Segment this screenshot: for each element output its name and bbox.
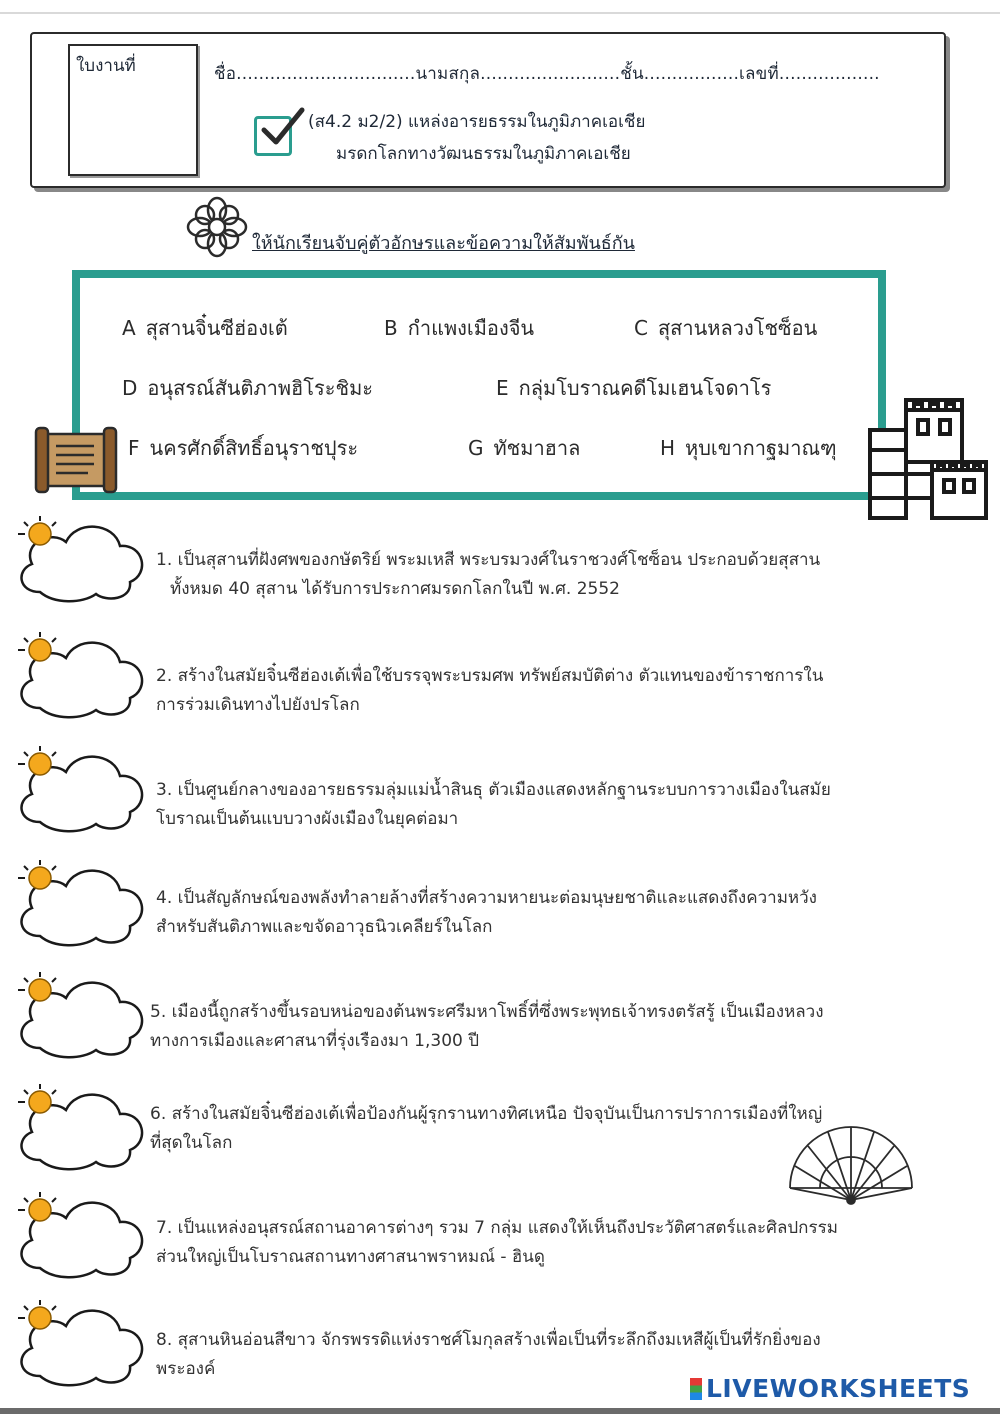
options-box	[72, 270, 886, 500]
answer-cloud-5[interactable]	[10, 968, 150, 1064]
option-text: อนุสรณ์สันติภาพฮิโระชิมะ	[147, 376, 373, 400]
standard-code-line: (ส4.2 ม2/2) แหล่งอารยธรรมในภูมิภาคเอเชีย	[308, 112, 646, 132]
question-row-1	[0, 512, 1000, 622]
option-letter: D	[122, 376, 138, 400]
question-text-3-line1: 3. เป็นศูนย์กลางของอารยธรรมลุ่มแม่น้ำสินธุ ตัวเมืองแสดงหลักฐานระบบการวางเมืองในสมัย	[156, 780, 831, 800]
worksheet-number-box	[68, 44, 198, 176]
question-text-1-line1: 1. เป็นสุสานที่ฝังศพของกษัตริย์ พระมเหสี พระบรมวงศ์ในราชวงศ์โชซ็อน ประกอบด้วยสุสาน	[156, 550, 821, 570]
scroll-icon	[28, 424, 124, 496]
option-text: สุสานจิ๋นซีฮ่องเต้	[145, 316, 288, 340]
bottom-border	[0, 1408, 1000, 1414]
question-text-8-line2: พระองค์	[156, 1359, 216, 1379]
question-text-4-line1: 4. เป็นสัญลักษณ์ของพลังทำลายล้างที่สร้างความหายนะต่อมนุษยชาติและแสดงถึงความหวัง	[156, 888, 817, 908]
option-c	[634, 312, 817, 344]
question-text-3-line2: โบราณเป็นต้นแบบวางผังเมืองในยุคต่อมา	[156, 809, 459, 829]
answer-cloud-1[interactable]	[10, 512, 150, 608]
option-letter: H	[660, 436, 676, 460]
question-text-1-line2: ทั้งหมด 40 สุสาน ได้รับการประกาศมรดกโลกในปี พ.ศ. 2552	[170, 579, 620, 599]
question-text-5-line1: 5. เมืองนี้ถูกสร้างขึ้นรอบหน่อของต้นพระศรีมหาโพธิ์ที่ซึ่งพระพุทธเจ้าทรงตรัสรู้ เป็นเมืองหลวง	[150, 1002, 824, 1022]
answer-cloud-8[interactable]	[10, 1296, 150, 1392]
option-f	[128, 432, 358, 464]
option-text: ทัชมาฮาล	[493, 436, 581, 460]
top-divider	[0, 12, 1000, 14]
option-letter: G	[468, 436, 484, 460]
option-d	[122, 372, 373, 404]
great-wall-icon	[866, 394, 992, 522]
question-text-6-line2: ที่สุดในโลก	[150, 1133, 233, 1153]
option-text: กลุ่มโบราณคดีโมเฮนโจดาโร	[518, 376, 772, 400]
instruction-text: ให้นักเรียนจับคู่ตัวอักษรและข้อความให้สัมพันธ์กัน	[252, 233, 635, 254]
question-row-7	[0, 1188, 1000, 1298]
option-letter: B	[384, 316, 398, 340]
answer-cloud-7[interactable]	[10, 1188, 150, 1284]
option-letter: F	[128, 436, 140, 460]
worksheet-label: ใบงานที่	[76, 56, 136, 76]
option-text: นครศักดิ์สิทธิ์อนุราชปุระ	[149, 436, 359, 460]
question-row-4	[0, 856, 1000, 966]
question-text-7-line2: ส่วนใหญ่เป็นโบราณสถานทางศาสนาพราหมณ์ - ฮินดู	[156, 1247, 545, 1267]
answer-cloud-4[interactable]	[10, 856, 150, 952]
liveworksheets-mark-icon	[690, 1378, 702, 1400]
question-text-7-line1: 7. เป็นแหล่งอนุสรณ์สถานอาคารต่างๆ รวม 7 กลุ่ม แสดงให้เห็นถึงประวัติศาสตร์และศิลปกรรม	[156, 1218, 838, 1238]
answer-cloud-6[interactable]	[10, 1080, 150, 1176]
question-text-2-line1: 2. สร้างในสมัยจิ๋นซีฮ่องเต้เพื่อใช้บรรจุพระบรมศพ ทรัพย์สมบัติต่าง ตัวแทนของข้าราชการใน	[156, 666, 824, 686]
header-card	[30, 32, 946, 188]
option-letter: E	[496, 376, 509, 400]
option-text: กำแพงเมืองจีน	[407, 316, 535, 340]
answer-cloud-2[interactable]	[10, 628, 150, 724]
option-g	[468, 432, 580, 464]
option-letter: A	[122, 316, 136, 340]
option-text: หุบเขากาฐมาณฑุ	[685, 436, 837, 460]
question-text-6-line1: 6. สร้างในสมัยจิ๋นซีฮ่องเต้เพื่อป้องกันผู้รุกรานทางทิศเหนือ ปัจจุบันเป็นการปราการเมืองที่ใหญ่	[150, 1104, 823, 1124]
liveworksheets-logo-text: LIVEWORKSHEETS	[706, 1374, 971, 1403]
student-info-line: ชื่อ................................นามสกุล.........................ชั้น.................เลขที่..................	[214, 64, 880, 84]
checkmark-icon	[258, 104, 308, 154]
option-e	[496, 372, 771, 404]
question-row-5	[0, 968, 1000, 1078]
option-h	[660, 432, 837, 464]
option-a	[122, 312, 288, 344]
question-row-3	[0, 742, 1000, 852]
option-b	[384, 312, 534, 344]
flower-icon	[186, 196, 248, 258]
question-text-2-line2: การร่วมเดินทางไปยังปรโลก	[156, 695, 360, 715]
question-text-4-line2: สำหรับสันติภาพและขจัดอาวุธนิวเคลียร์ในโลก	[156, 917, 493, 937]
question-text-5-line2: ทางการเมืองและศาสนาที่รุ่งเรืองมา 1,300 ปี	[150, 1031, 480, 1051]
question-row-2	[0, 628, 1000, 738]
topic-line: มรดกโลกทางวัฒนธรรมในภูมิภาคเอเชีย	[336, 144, 631, 164]
option-text: สุสานหลวงโชซ็อน	[657, 316, 818, 340]
question-text-8-line1: 8. สุสานหินอ่อนสีขาว จักรพรรดิแห่งราชศ์โมกุลสร้างเพื่อเป็นที่ระลึกถึงมเหสีผู้เป็นที่รักยิ่งของ	[156, 1330, 821, 1350]
answer-cloud-3[interactable]	[10, 742, 150, 838]
option-letter: C	[634, 316, 648, 340]
liveworksheets-logo	[690, 1374, 970, 1403]
